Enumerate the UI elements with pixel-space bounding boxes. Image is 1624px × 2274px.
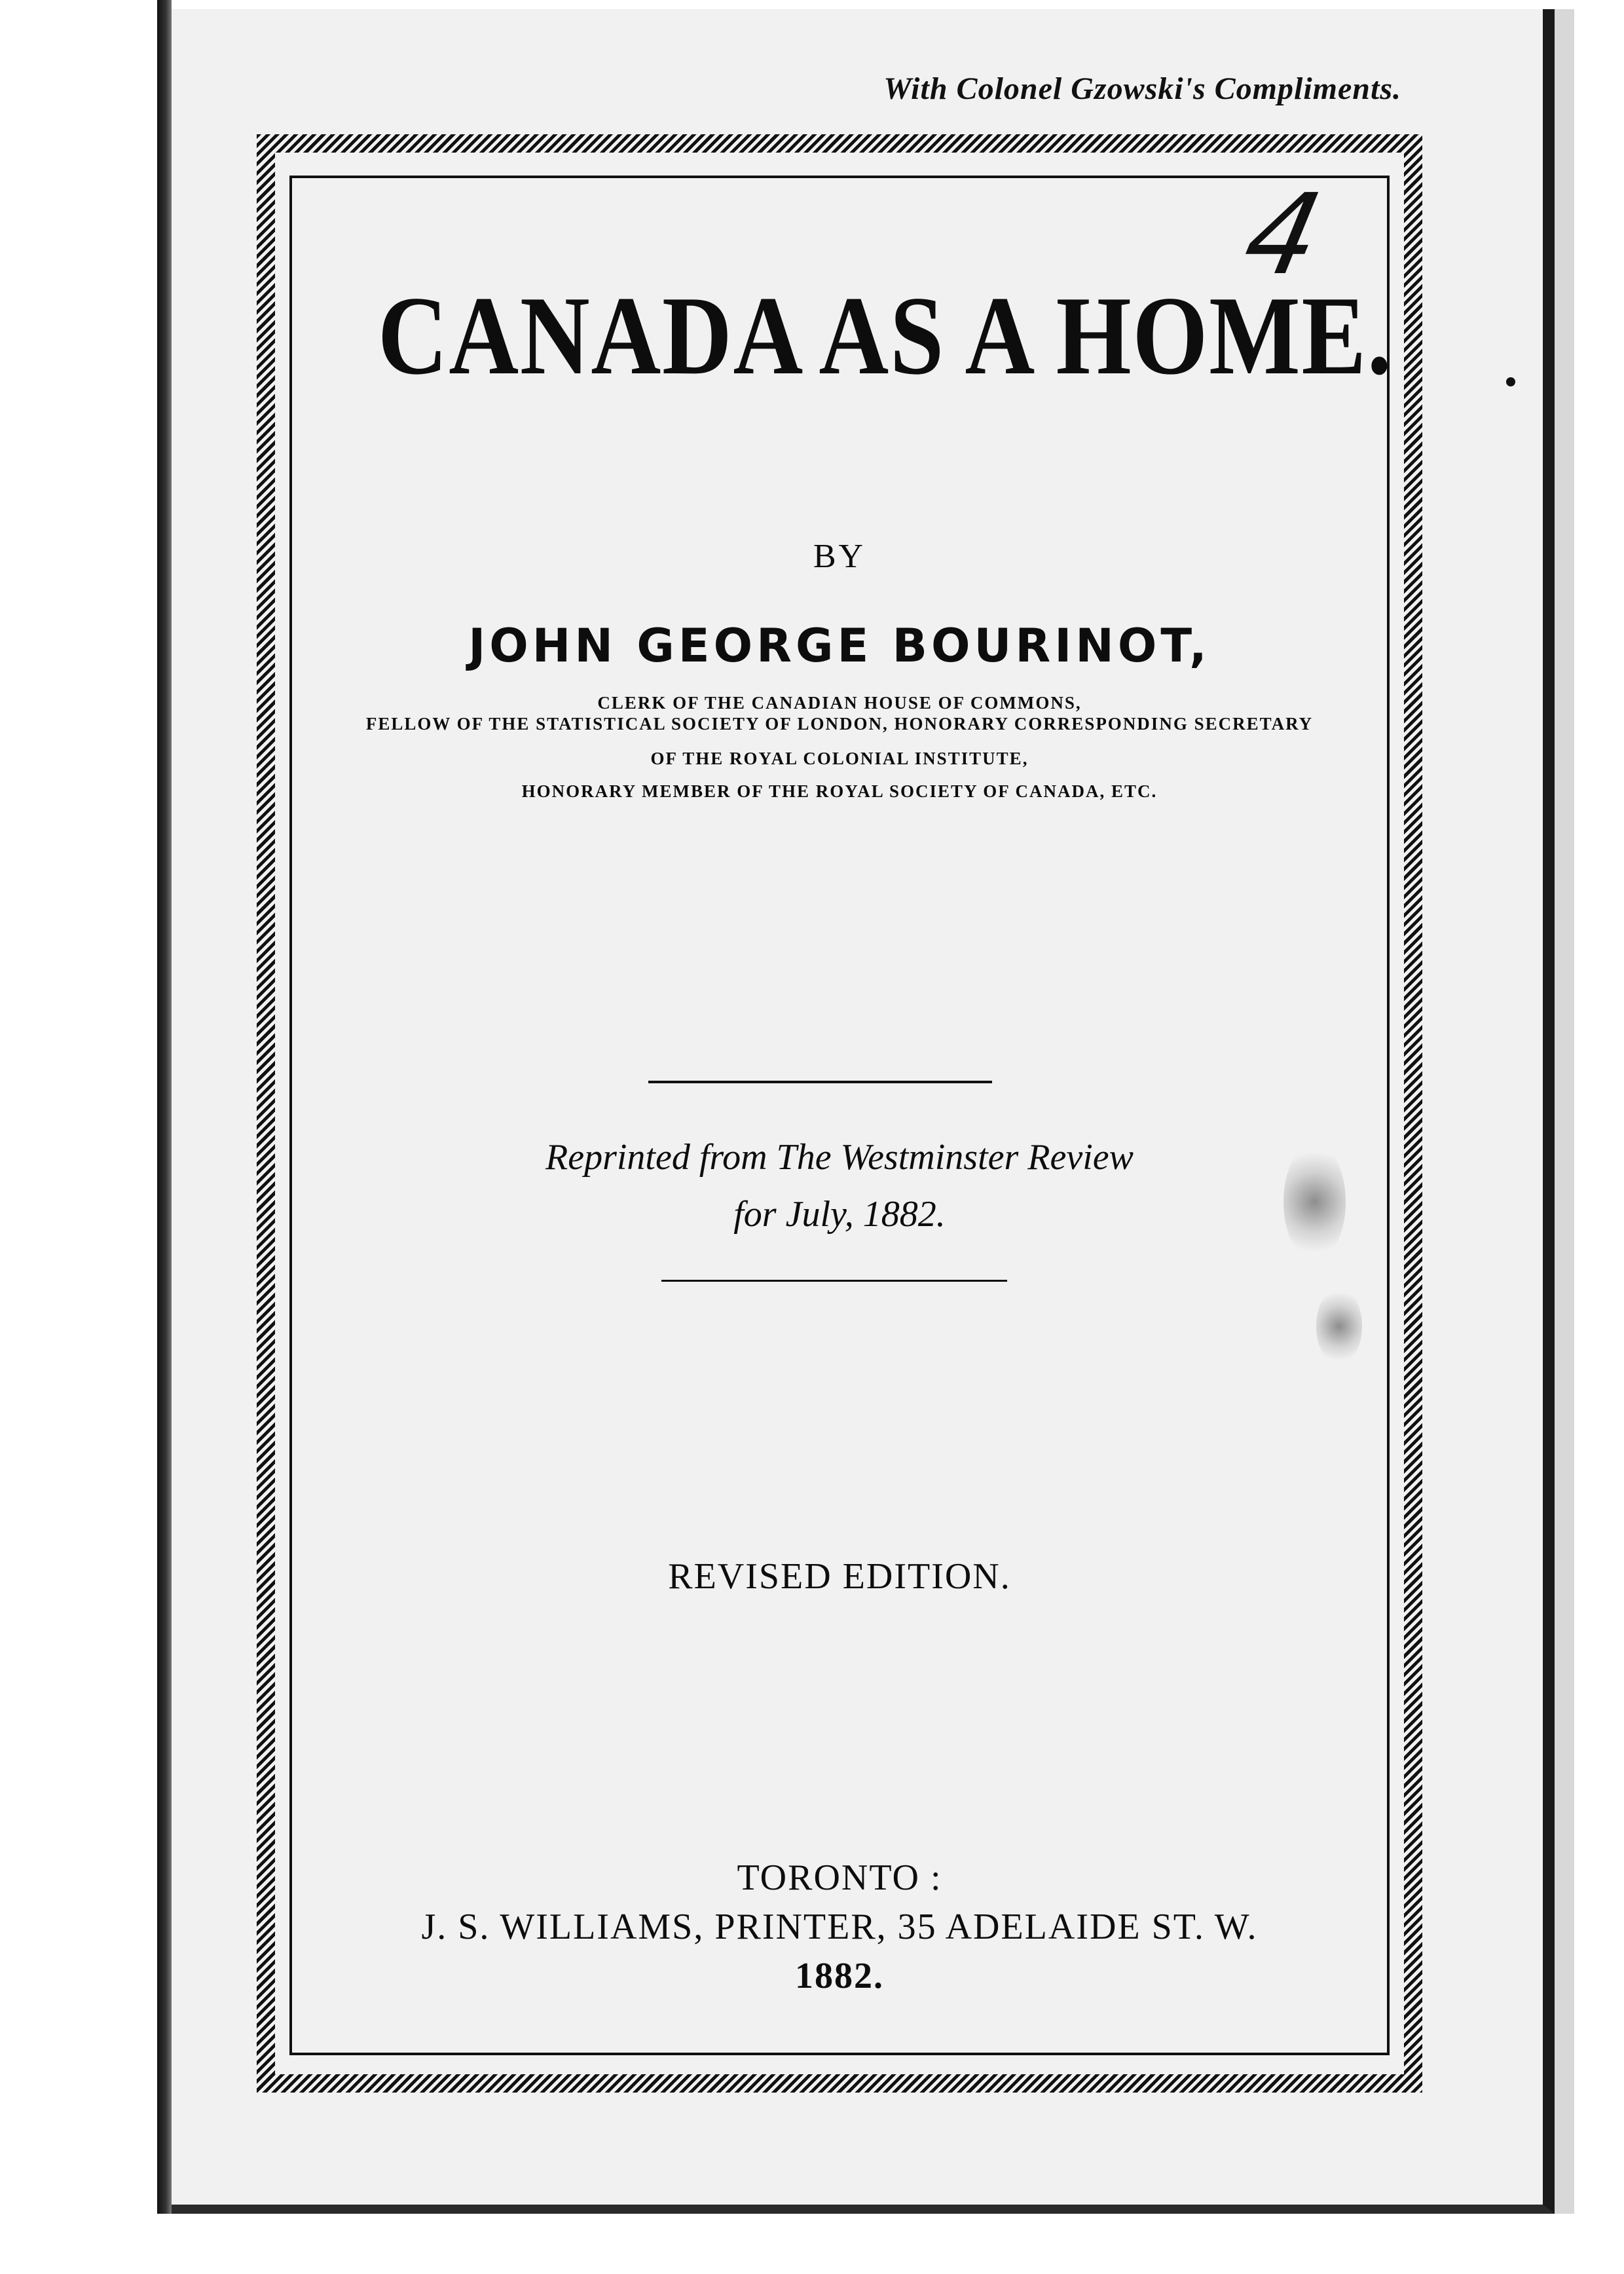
foxing-stain: [1283, 1143, 1346, 1261]
author-credential: FELLOW OF THE STATISTICAL SOCIETY OF LONDON, HONORARY CORRESPONDING SECRETARY: [365, 714, 1314, 734]
reprint-date: for July, 1882.: [733, 1194, 946, 1235]
compliments-note: With Colonel Gzowski's Compliments.: [883, 71, 1401, 106]
inner-border-rule: [289, 176, 1393, 2055]
imprint-city: TORONTO :: [737, 1857, 942, 1898]
handwritten-shelf-mark: 4: [1233, 170, 1333, 300]
bottom-margin: [157, 2214, 1624, 2274]
byline: BY: [813, 538, 866, 575]
author-credential: CLERK OF THE CANADIAN HOUSE OF COMMONS,: [597, 693, 1082, 713]
author-credential: HONORARY MEMBER OF THE ROYAL SOCIETY OF CANADA, ETC.: [521, 781, 1158, 801]
foxing-stain: [1316, 1287, 1362, 1366]
edition-label: REVISED EDITION.: [668, 1556, 1011, 1597]
imprint-printer: J. S. WILLIAMS, PRINTER, 35 ADELAIDE ST. W.: [421, 1907, 1258, 1947]
author-credential: OF THE ROYAL COLONIAL INSTITUTE,: [650, 749, 1029, 768]
ink-speck: [1506, 377, 1515, 386]
divider-rule: [648, 1081, 992, 1083]
author-name: JOHN GEORGE BOURINOT,: [468, 619, 1211, 673]
reprint-note: Reprinted from The Westminster Review: [545, 1137, 1134, 1178]
leaf-edge: [1555, 9, 1574, 2214]
spine-shadow: [157, 0, 172, 2274]
imprint-year: 1882.: [795, 1956, 884, 1996]
book-title: CANADA AS A HOME.: [377, 274, 1393, 398]
divider-rule: [661, 1280, 1007, 1282]
